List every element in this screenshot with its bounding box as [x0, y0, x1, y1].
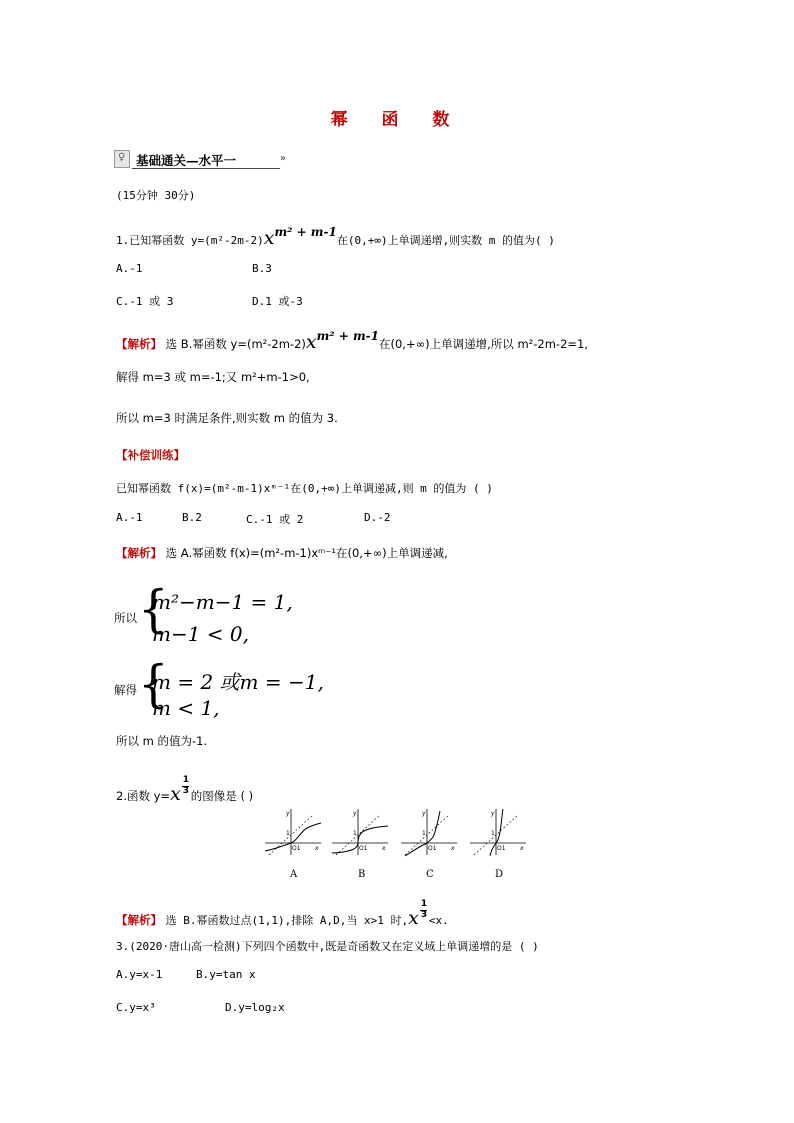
system2-brace: {	[138, 654, 169, 714]
q3-option-c: C.y=x³	[116, 1001, 156, 1014]
q2-stem	[116, 775, 254, 805]
system1-line2: m−1 < 0,	[152, 622, 250, 646]
q1-line2: 解得 m=3 或 m=-1;又 m²+m-1>0,	[116, 370, 310, 384]
graph-b-label: B	[358, 869, 366, 880]
q2-jiexi-tag: 【解析】	[116, 913, 162, 927]
q1-stem-b: 在(0,+∞)上单调递增,则实数 m 的值为( )	[336, 234, 555, 247]
q3-stem: 3.(2020·唐山高一检测)下列四个函数中,既是奇函数又在定义域上单调递增的是 ( )	[116, 940, 539, 953]
q1-jiexi-base: x	[305, 331, 317, 353]
bcxl-conclusion: 所以 m 的值为-1.	[116, 734, 208, 748]
lightbulb-icon: ♀	[114, 150, 130, 168]
bcxl-option-d: D.-2	[364, 511, 391, 524]
graph-c-label: C	[426, 869, 434, 880]
system2-line1: m = 2 或m = −1,	[152, 670, 324, 694]
graph-c-tick-1: 1	[422, 830, 426, 837]
graph-b-x-label: x	[382, 845, 386, 852]
bcxl-jiexi-text: 选 A.幂函数 f(x)=(m²-m-1)xᵐ⁻¹在(0,+∞)上单调递减,	[165, 546, 448, 560]
graph-a	[263, 807, 323, 857]
graph-d-o1: O1	[497, 845, 506, 852]
q2-stem-b: 的图像是 ( )	[190, 789, 254, 803]
q2-jiexi	[116, 899, 449, 929]
time-score: (15分钟 30分)	[116, 189, 196, 202]
solution-label: 解得	[114, 683, 137, 697]
q1-jiexi-a: 选 B.幂函数 y=(m²-2m-2)	[165, 337, 306, 351]
graph-b-tick-1: 1	[353, 830, 357, 837]
q1-option-a: A.-1	[116, 262, 143, 275]
q2-jiexi-base: x	[408, 907, 419, 929]
q1-stem-exp: m² + m-1	[274, 225, 337, 239]
bcxl-tag: 【补偿训练】	[116, 448, 185, 462]
graph-b	[330, 807, 390, 857]
q1-jiexi-exp: m² + m-1	[316, 329, 379, 343]
graph-a-y-label: y	[286, 810, 290, 817]
q2-stem-a: 2.函数 y=	[116, 789, 171, 803]
bcxl-stem: 已知幂函数 f(x)=(m²-m-1)xᵐ⁻¹在(0,+∞)上单调递减,则 m 的值为 ( )	[116, 482, 493, 495]
graph-a-label: A	[290, 869, 298, 880]
bcxl-option-a: A.-1	[116, 511, 143, 524]
q1-line3: 所以 m=3 时满足条件,则实数 m 的值为 3.	[116, 411, 338, 425]
q1-stem-a: 1.已知幂函数 y=(m²-2m-2)	[116, 234, 264, 247]
section-banner	[114, 150, 286, 170]
bcxl-jiexi-tag: 【解析】	[116, 546, 162, 560]
system2-line2: m < 1,	[152, 696, 220, 720]
graph-a-tick-1: 1	[286, 830, 290, 837]
q1-option-c: C.-1 或 3	[116, 295, 174, 308]
q2-base: x	[170, 783, 181, 805]
graph-d	[468, 807, 528, 857]
q1-jiexi-b: 在(0,+∞)上单调递增,所以 m²-2m-2=1,	[378, 337, 589, 351]
bcxl-jiexi	[116, 545, 448, 561]
graph-c	[399, 807, 459, 857]
so-label: 所以	[114, 611, 137, 625]
bcxl-option-b: B.2	[182, 511, 202, 524]
banner-underline	[132, 168, 280, 169]
q2-jiexi-a: 选 B.幂函数过点(1,1),排除 A,D,当 x>1 时,	[165, 914, 409, 927]
q2-exp-den: 3	[182, 786, 190, 796]
q3-option-a: A.y=x-1	[116, 968, 163, 981]
graph-a-o1: O1	[292, 845, 301, 852]
bcxl-option-c: C.-1 或 2	[246, 513, 304, 526]
graph-a-x-label: x	[315, 845, 319, 852]
graph-d-x-label: x	[520, 845, 524, 852]
q1-stem-base: x	[263, 227, 275, 249]
double-arrow-icon: »	[279, 153, 286, 164]
q1-option-d: D.1 或-3	[252, 295, 303, 308]
q2-exp-num: 1	[182, 775, 190, 785]
graph-d-tick-1: 1	[491, 830, 495, 837]
q1-stem	[116, 227, 555, 249]
graph-c-x-label: x	[451, 845, 455, 852]
q1-option-b: B.3	[252, 262, 272, 275]
system1-line1: m²−m−1 = 1,	[152, 590, 293, 614]
q3-option-b: B.y=tan x	[196, 968, 256, 981]
section-label: 基础通关—水平一	[136, 153, 237, 168]
q1-jiexi	[116, 331, 588, 353]
page-title: 幂 函 数	[330, 110, 464, 130]
q2-exponent-fraction	[181, 775, 191, 803]
q2-jiexi-b: <x.	[428, 914, 449, 927]
graph-d-label: D	[495, 869, 504, 880]
system1-brace: {	[138, 579, 169, 639]
graph-d-y-label: y	[491, 810, 495, 817]
graph-c-o1: O1	[428, 845, 437, 852]
graph-b-o1: O1	[359, 845, 368, 852]
graph-b-y-label: y	[353, 810, 357, 817]
q1-jiexi-tag: 【解析】	[116, 337, 162, 351]
q2-jiexi-exp-num: 1	[420, 899, 428, 909]
q2-jiexi-exponent	[419, 899, 429, 927]
q3-option-d: D.y=log₂x	[225, 1001, 285, 1014]
q2-jiexi-exp-den: 3	[420, 910, 428, 920]
graph-c-y-label: y	[422, 810, 426, 817]
